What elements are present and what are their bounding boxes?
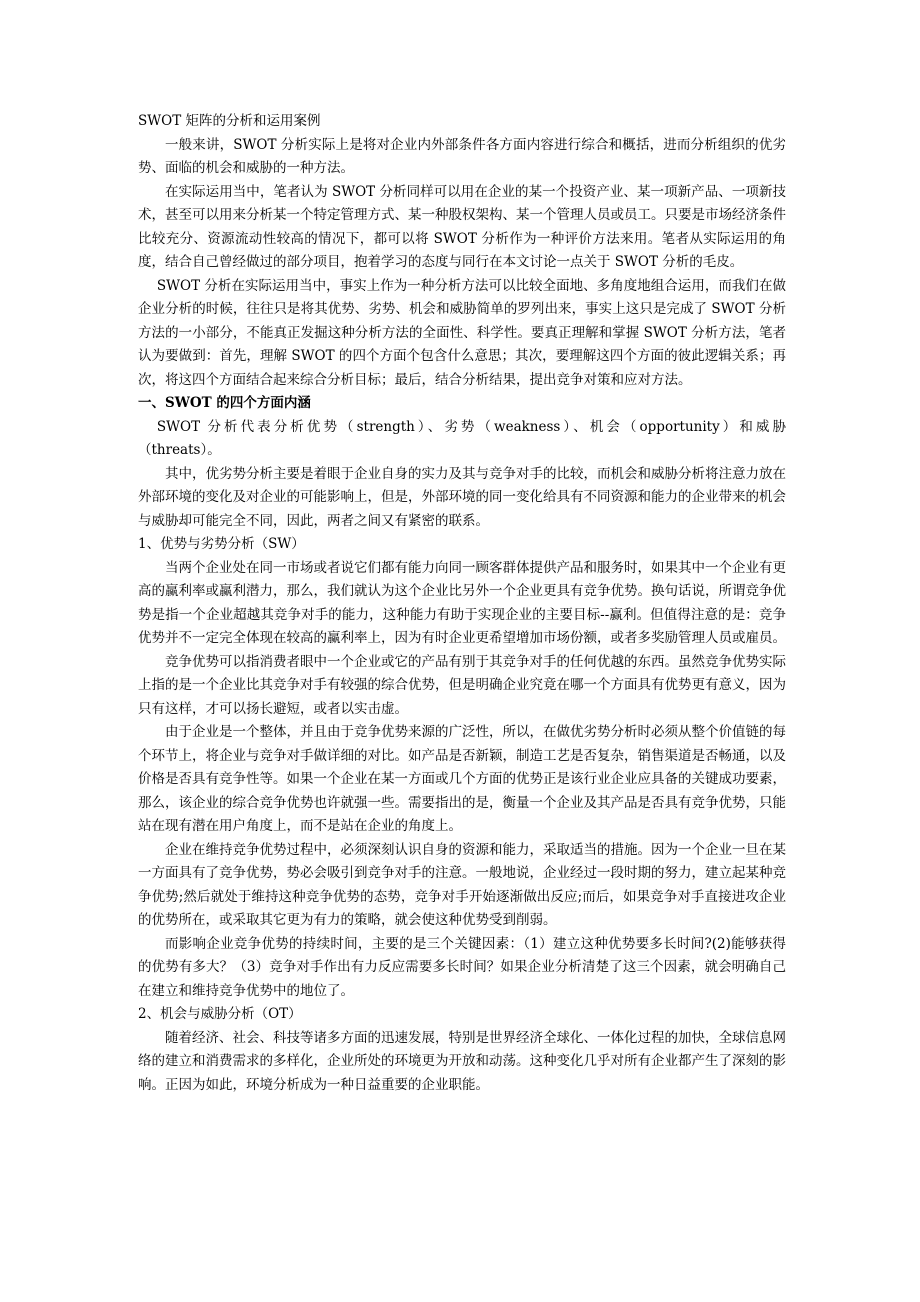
document-title: SWOT 矩阵的分析和运用案例 [138, 113, 321, 129]
sw-paragraph-5: 而影响企业竞争优势的持续时间，主要的是三个关键因素：（1）建立这种优势要多长时间?(2)能够获得的优势有多大？（3）竞争对手作出有力反应需要多长时间？如果企业分析清楚了这三个因素，就会明确自己在建立和维持竞争优势中的地位了。 [138, 935, 786, 999]
intro-paragraph-3: SWOT 分析在实际运用当中，事实上作为一种分析方法可以比较全面地、多角度地组合运用，而我们在做企业分析的时候，往往只是将其优势、劣势、机会和威胁简单的罗列出来，事实上这只是完成了 SWOT 分析方法的一小部分，不能真正发掘这种分析方法的全面性、科学性。要真正理解和掌握 SWOT 分析方法，笔者认为要做到：首先，理解 SWOT 的四个方面个包含什么意思；其次，要理解这四个方面的彼此逻辑关系；再次，将这四个方面结合起来综合分析目标；最后，结合分析结果，提出竞争对策和应对方法。 [138, 277, 786, 388]
section-heading-1: 一、SWOT 的四个方面内涵 [138, 395, 311, 411]
sw-paragraph-4: 企业在维持竞争优势过程中，必须深刻认识自身的资源和能力，采取适当的措施。因为一个企业一旦在某一方面具有了竞争优势，势必会吸引到竞争对手的注意。一般地说，企业经过一段时期的努力，建立起某种竞争优势;然后就处于维持这种竞争优势的态势，竞争对手开始逐渐做出反应;而后，如果竞争对手直接进攻企业的优势所在，或采取其它更为有力的策略，就会使这种优势受到削弱。 [138, 841, 786, 928]
intro-paragraph-2: 在实际运用当中，笔者认为 SWOT 分析同样可以用在企业的某一个投资产业、某一项新产品、一项新技术，甚至可以用来分析某一个特定管理方式、某一种股权架构、某一个管理人员或员工。只要是市场经济条件比较充分、资源流动性较高的情况下，都可以将 SWOT 分析作为一种评价方法来用。笔者从实际运用的角度，结合自己曾经做过的部分项目，抱着学习的态度与同行在本文讨论一点关于 SWOT 分析的毛皮。 [138, 183, 786, 270]
section1-paragraph-1: SWOT 分析代表分析优势（strength）、劣势（weakness）、机会（opportunity）和威胁（threats）。 [138, 418, 786, 458]
section1-paragraph-2: 其中，优劣势分析主要是着眼于企业自身的实力及其与竞争对手的比较，而机会和威胁分析将注意力放在外部环境的变化及对企业的可能影响上，但是，外部环境的同一变化给具有不同资源和能力的企业带来的机会与威胁却可能完全不同，因此，两者之间又有紧密的联系。 [138, 465, 786, 529]
subsection-heading-sw: 1、优势与劣势分析（SW） [138, 536, 305, 552]
subsection-heading-ot: 2、机会与威胁分析（OT） [138, 1006, 302, 1022]
document-page [138, 110, 786, 1097]
ot-paragraph-1: 随着经济、社会、科技等诸多方面的迅速发展，特别是世界经济全球化、一体化过程的加快，全球信息网络的建立和消费需求的多样化，企业所处的环境更为开放和动荡。这种变化几乎对所有企业都产生了深刻的影响。正因为如此，环境分析成为一种日益重要的企业职能。 [138, 1029, 786, 1093]
sw-paragraph-1: 当两个企业处在同一市场或者说它们都有能力向同一顾客群体提供产品和服务时，如果其中一个企业有更高的赢利率或赢利潜力，那么，我们就认为这个企业比另外一个企业更具有竞争优势。换句话说，所谓竞争优势是指一个企业超越其竞争对手的能力，这种能力有助于实现企业的主要目标--赢利。但值得注意的是：竞争优势并不一定完全体现在较高的赢利率上，因为有时企业更希望增加市场份额，或者多奖励管理人员或雇员。 [138, 559, 786, 646]
sw-paragraph-2: 竞争优势可以指消费者眼中一个企业或它的产品有别于其竞争对手的任何优越的东西。虽然竞争优势实际上指的是一个企业比其竞争对手有较强的综合优势，但是明确企业究竟在哪一个方面具有优势更有意义，因为只有这样，才可以扬长避短，或者以实击虚。 [138, 653, 786, 717]
sw-paragraph-3: 由于企业是一个整体，并且由于竞争优势来源的广泛性，所以，在做优劣势分析时必须从整个价值链的每个环节上，将企业与竞争对手做详细的对比。如产品是否新颖，制造工艺是否复杂，销售渠道是否畅通，以及价格是否具有竞争性等。如果一个企业在某一方面或几个方面的优势正是该行业企业应具备的关键成功要素，那么，该企业的综合竞争优势也许就强一些。需要指出的是，衡量一个企业及其产品是否具有竞争优势，只能站在现有潜在用户角度上，而不是站在企业的角度上。 [138, 724, 786, 834]
intro-paragraph-1: 一般来讲，SWOT 分析实际上是将对企业内外部条件各方面内容进行综合和概括，进而分析组织的优劣势、面临的机会和威胁的一种方法。 [138, 136, 786, 176]
